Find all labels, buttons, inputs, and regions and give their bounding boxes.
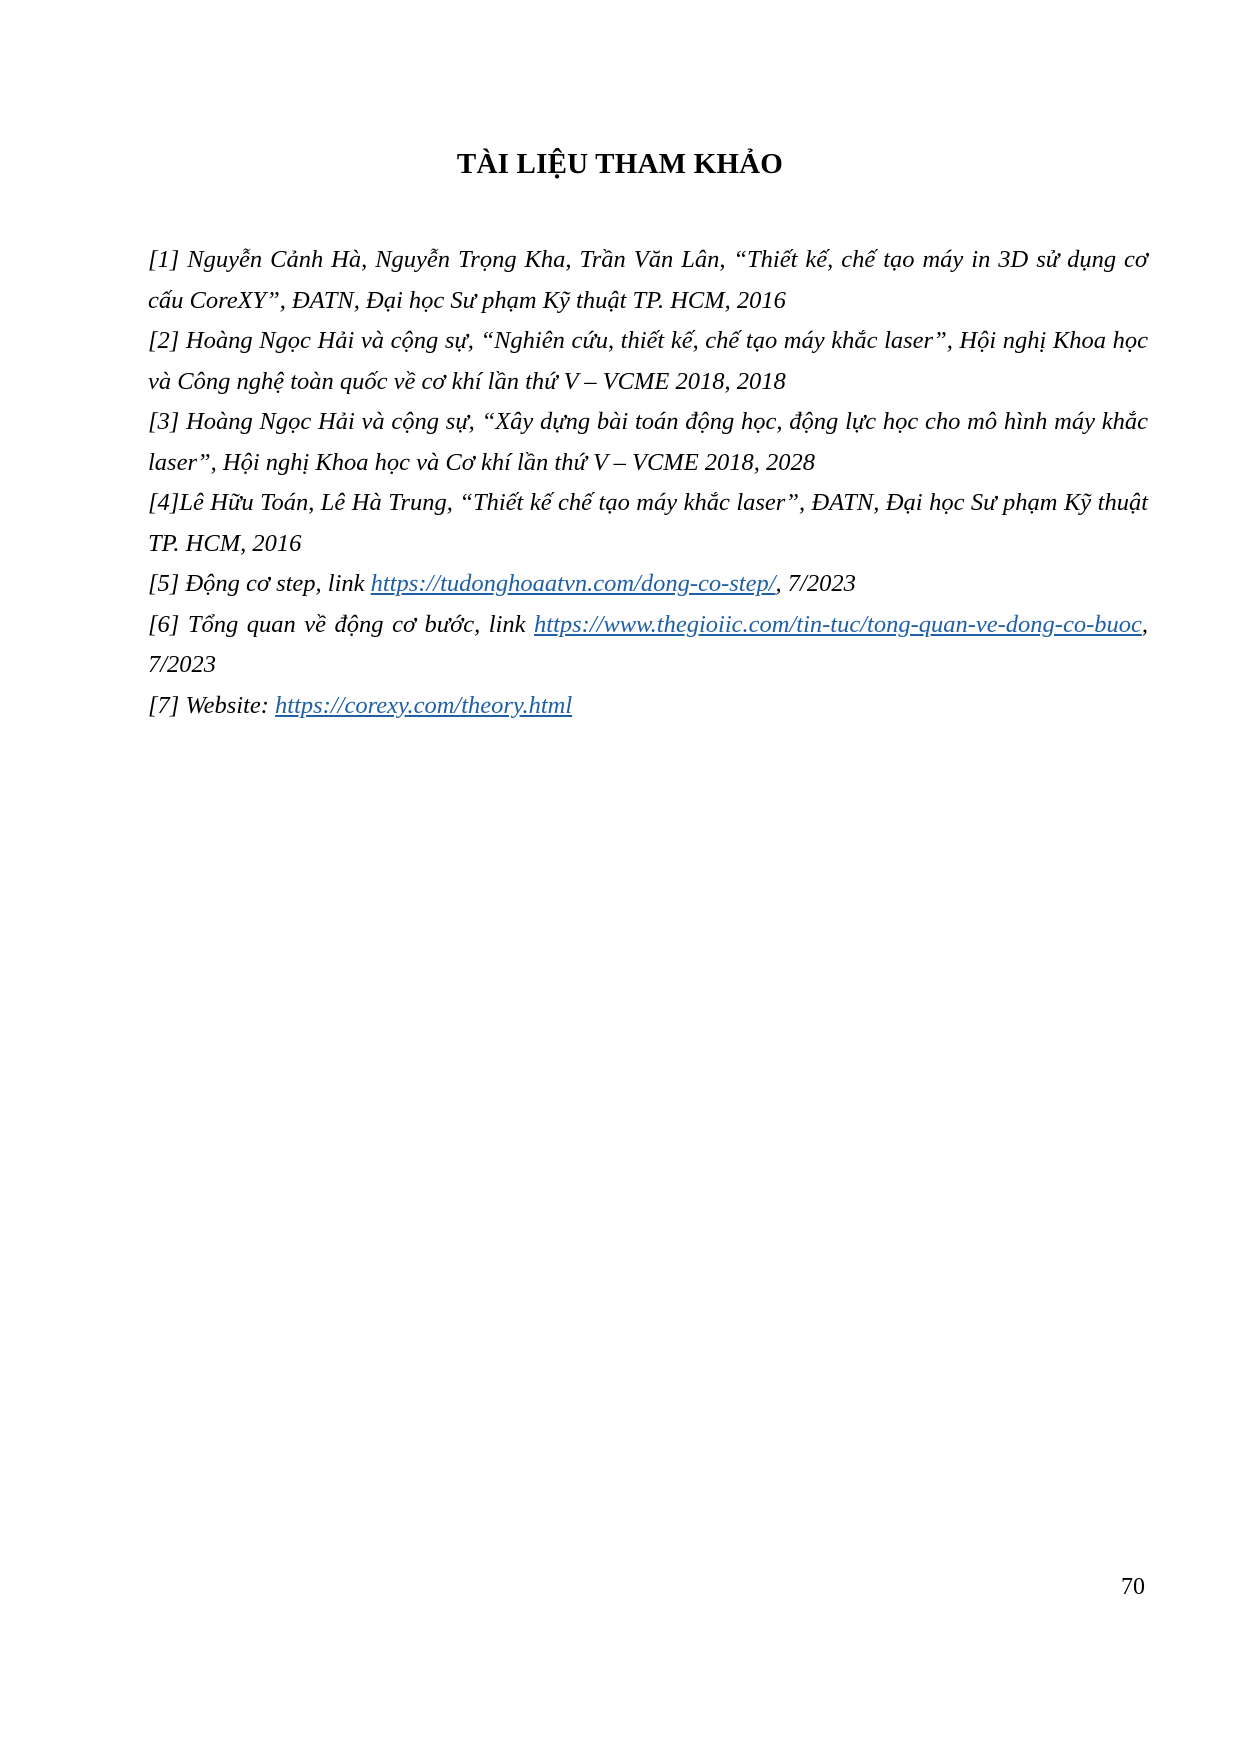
reference-link[interactable]: https://www.thegioiic.com/tin-tuc/tong-quan-ve-dong-co-buoc [534, 610, 1142, 638]
reference-item-4 [148, 483, 1148, 564]
reference-list [148, 240, 1148, 726]
reference-item-3 [148, 402, 1148, 483]
reference-suffix: , 7/2023 [775, 570, 856, 597]
reference-text: [2] Hoàng Ngọc Hải và cộng sự, “Nghiên cứu, thiết kế, chế tạo máy khắc laser”, Hội nghị Khoa học và Công nghệ toàn quốc về cơ khí lần thứ V – VCME 2018, 2018 [148, 327, 1148, 395]
page-title: TÀI LIỆU THAM KHẢO [456, 148, 784, 180]
page-number: 70 [1121, 1574, 1145, 1600]
reference-suffix: , 7/2023 [148, 610, 1148, 678]
reference-item-1 [148, 240, 1148, 321]
reference-item-7 [148, 686, 1148, 727]
reference-item-5 [148, 564, 1148, 605]
reference-prefix: [7] Website: [148, 691, 276, 719]
reference-prefix: [6] Tổng quan về động cơ bước, link [148, 610, 535, 638]
reference-text: [1] Nguyễn Cảnh Hà, Nguyễn Trọng Kha, Trần Văn Lân, “Thiết kế, chế tạo máy in 3D sử dụng cơ cấu CoreXY”, ĐATN, Đại học Sư phạm Kỹ thuật TP. HCM, 2016 [148, 246, 1148, 314]
reference-link[interactable]: https://tudonghoaatvn.com/dong-co-step/ [370, 570, 776, 597]
reference-item-6 [148, 605, 1148, 686]
reference-link[interactable]: https://corexy.com/theory.html [275, 691, 573, 719]
reference-prefix: [5] Động cơ step, link [148, 570, 371, 597]
reference-item-2 [148, 321, 1148, 402]
reference-text: [4]Lê Hữu Toán, Lê Hà Trung, “Thiết kế chế tạo máy khắc laser”, ĐATN, Đại học Sư phạm Kỹ thuật TP. HCM, 2016 [148, 489, 1148, 557]
reference-text: [3] Hoàng Ngọc Hải và cộng sự, “Xây dựng bài toán động học, động lực học cho mô hình máy khắc laser”, Hội nghị Khoa học và Cơ khí lần thứ V – VCME 2018, 2028 [148, 408, 1148, 476]
